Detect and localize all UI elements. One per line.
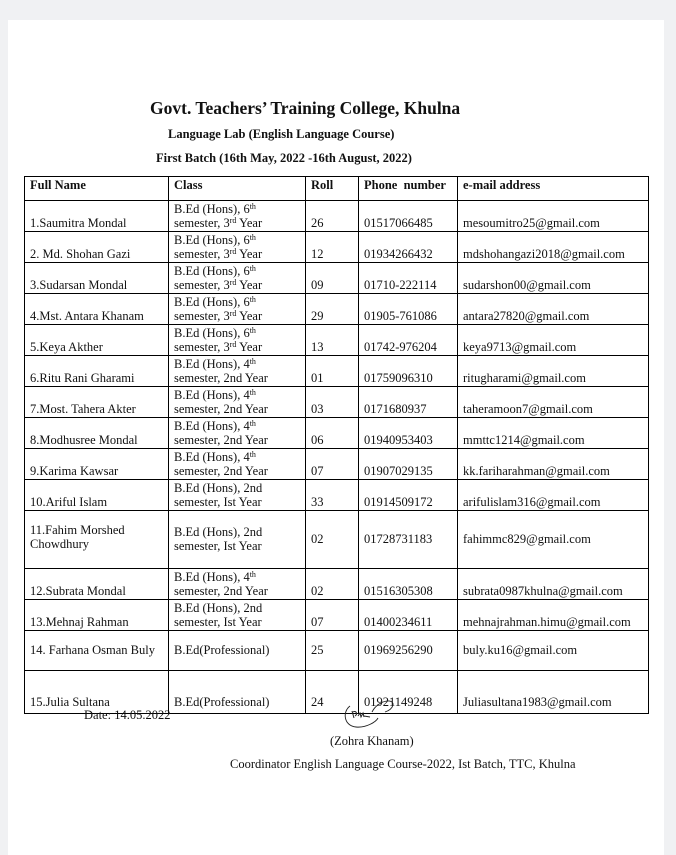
cell-roll: 24: [306, 671, 359, 714]
column-header-roll: Roll: [306, 177, 359, 201]
cell-email: kk.fariharahman@gmail.com: [458, 449, 649, 480]
cell-roll: 02: [306, 569, 359, 600]
cell-phone: 01934266432: [359, 232, 458, 263]
cell-full-name: 12.Subrata Mondal: [25, 569, 169, 600]
table-row: [25, 201, 649, 232]
cell-full-name: 15.Julia Sultana: [25, 671, 169, 714]
cell-phone: 01728731183: [359, 511, 458, 569]
cell-email: ritugharami@gmail.com: [458, 356, 649, 387]
table-row: [25, 418, 649, 449]
table-row: [25, 569, 649, 600]
cell-class: B.Ed (Hons), 6th semester, 3rd Year: [169, 294, 306, 325]
cell-phone: 01921149248: [359, 671, 458, 714]
document-title: Govt. Teachers’ Training College, Khulna: [150, 98, 461, 118]
cell-roll: 26: [306, 201, 359, 232]
cell-roll: 12: [306, 232, 359, 263]
cell-full-name: 7.Most. Tahera Akter: [25, 387, 169, 418]
cell-class: B.Ed (Hons), 4th semester, 2nd Year: [169, 449, 306, 480]
table-row: [25, 232, 649, 263]
cell-email: mmttc1214@gmail.com: [458, 418, 649, 449]
cell-phone: 01516305308: [359, 569, 458, 600]
document-subtitle: Language Lab (English Language Course): [168, 127, 395, 141]
column-header-phone: Phone number: [359, 177, 458, 201]
batch-dates: First Batch (16th May, 2022 -16th August, 2022): [156, 151, 412, 165]
table-row: [25, 356, 649, 387]
table-row: [25, 511, 649, 569]
column-header-full-name: Full Name: [25, 177, 169, 201]
cell-full-name: 2. Md. Shohan Gazi: [25, 232, 169, 263]
cell-roll: 07: [306, 600, 359, 631]
cell-full-name: 13.Mehnaj Rahman: [25, 600, 169, 631]
cell-class: B.Ed(Professional): [169, 631, 306, 671]
cell-full-name: 3.Sudarsan Mondal: [25, 263, 169, 294]
cell-email: mdshohangazi2018@gmail.com: [458, 232, 649, 263]
cell-full-name: 11.Fahim Morshed Chowdhury: [25, 511, 169, 569]
cell-class: B.Ed (Hons), 4th semester, 2nd Year: [169, 418, 306, 449]
cell-phone: 01400234611: [359, 600, 458, 631]
column-header-class: Class: [169, 177, 306, 201]
signer-name: (Zohra Khanam): [330, 734, 414, 748]
cell-full-name: 9.Karima Kawsar: [25, 449, 169, 480]
cell-roll: 02: [306, 511, 359, 569]
cell-phone: 0171680937: [359, 387, 458, 418]
document-page: [8, 20, 664, 855]
cell-phone: 01517066485: [359, 201, 458, 232]
cell-class: B.Ed (Hons), 6th semester, 3rd Year: [169, 325, 306, 356]
cell-email: Juliasultana1983@gmail.com: [458, 671, 649, 714]
signature-icon: [338, 692, 398, 732]
cell-email: keya9713@gmail.com: [458, 325, 649, 356]
cell-class: B.Ed (Hons), 4th semester, 2nd Year: [169, 356, 306, 387]
cell-roll: 06: [306, 418, 359, 449]
cell-email: mesoumitro25@gmail.com: [458, 201, 649, 232]
cell-full-name: 4.Mst. Antara Khanam: [25, 294, 169, 325]
cell-class: B.Ed (Hons), 6th semester, 3rd Year: [169, 263, 306, 294]
cell-class: B.Ed (Hons), 2nd semester, Ist Year: [169, 511, 306, 569]
cell-full-name: 8.Modhusree Mondal: [25, 418, 169, 449]
table-row: [25, 325, 649, 356]
cell-phone: 01969256290: [359, 631, 458, 671]
cell-phone: 01907029135: [359, 449, 458, 480]
cell-roll: 07: [306, 449, 359, 480]
cell-class: B.Ed (Hons), 6th semester, 3rd Year: [169, 232, 306, 263]
cell-email: taheramoon7@gmail.com: [458, 387, 649, 418]
cell-email: sudarshon00@gmail.com: [458, 263, 649, 294]
cell-full-name: 6.Ritu Rani Gharami: [25, 356, 169, 387]
student-roster-table: [24, 176, 649, 714]
column-header-email: e-mail address: [458, 177, 649, 201]
cell-phone: 01905-761086: [359, 294, 458, 325]
cell-roll: 03: [306, 387, 359, 418]
cell-full-name: 1.Saumitra Mondal: [25, 201, 169, 232]
cell-class: B.Ed (Hons), 6th semester, 3rd Year: [169, 201, 306, 232]
table-row: [25, 631, 649, 671]
cell-email: antara27820@gmail.com: [458, 294, 649, 325]
cell-phone: 01914509172: [359, 480, 458, 511]
cell-email: arifulislam316@gmail.com: [458, 480, 649, 511]
cell-full-name: 14. Farhana Osman Buly: [25, 631, 169, 671]
cell-email: fahimmc829@gmail.com: [458, 511, 649, 569]
cell-roll: 01: [306, 356, 359, 387]
cell-roll: 33: [306, 480, 359, 511]
cell-full-name: 5.Keya Akther: [25, 325, 169, 356]
cell-roll: 09: [306, 263, 359, 294]
table-row: [25, 387, 649, 418]
cell-email: subrata0987khulna@gmail.com: [458, 569, 649, 600]
cell-phone: 01742-976204: [359, 325, 458, 356]
cell-class: B.Ed (Hons), 2nd semester, Ist Year: [169, 480, 306, 511]
cell-email: mehnajrahman.himu@gmail.com: [458, 600, 649, 631]
cell-full-name: 10.Ariful Islam: [25, 480, 169, 511]
table-row: [25, 600, 649, 631]
cell-email: buly.ku16@gmail.com: [458, 631, 649, 671]
cell-phone: 01759096310: [359, 356, 458, 387]
cell-phone: 01940953403: [359, 418, 458, 449]
cell-class: B.Ed(Professional): [169, 671, 306, 714]
cell-phone: 01710-222114: [359, 263, 458, 294]
table-row: [25, 263, 649, 294]
cell-roll: 13: [306, 325, 359, 356]
document-date: Date: 14.05.2022: [84, 708, 171, 722]
cell-class: B.Ed (Hons), 2nd semester, Ist Year: [169, 600, 306, 631]
cell-class: B.Ed (Hons), 4th semester, 2nd Year: [169, 569, 306, 600]
table-header-row: [25, 177, 649, 201]
table-row: [25, 449, 649, 480]
cell-class: B.Ed (Hons), 4th semester, 2nd Year: [169, 387, 306, 418]
signer-designation: Coordinator English Language Course-2022, Ist Batch, TTC, Khulna: [230, 757, 576, 771]
cell-roll: 29: [306, 294, 359, 325]
cell-roll: 25: [306, 631, 359, 671]
table-row: [25, 480, 649, 511]
table-row: [25, 294, 649, 325]
